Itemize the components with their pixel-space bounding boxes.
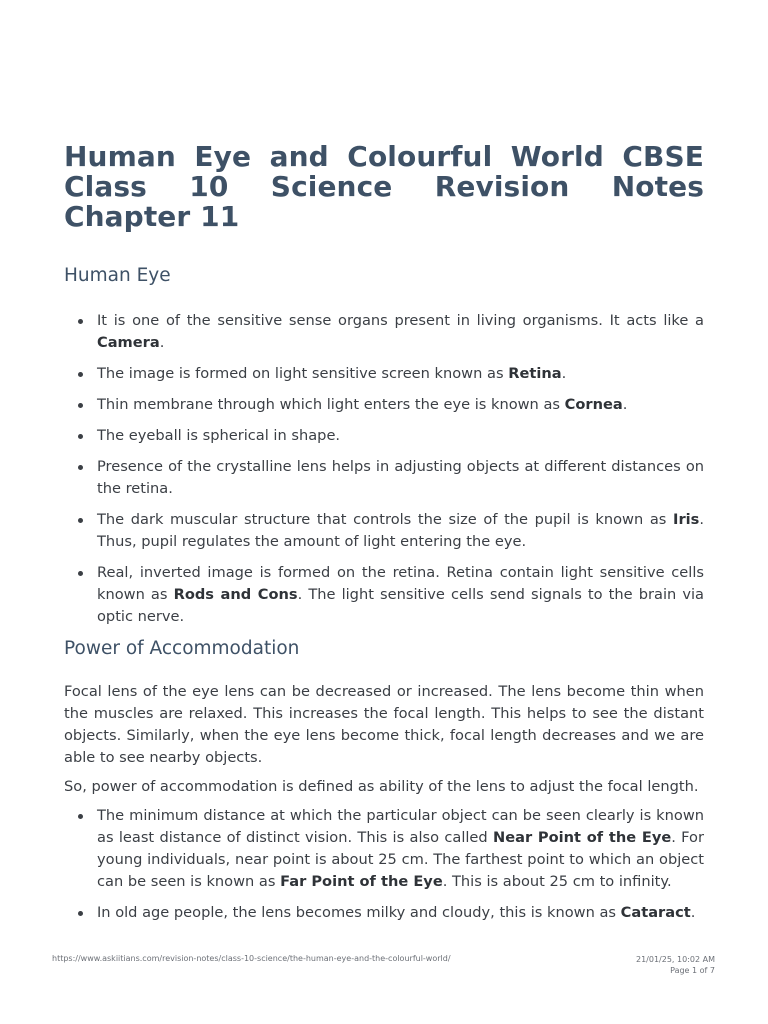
list-item: The eyeball is spherical in shape. — [64, 425, 704, 447]
list-item: The dark muscular structure that controls the size of the pupil is known as Iris. Thus, pupil regulates the amount of light entering the eye. — [64, 509, 704, 553]
footer-url: https://www.askiitians.com/revision-notes/class-10-science/the-human-eye-and-the-colourful-world/ — [52, 954, 451, 963]
list-item: The image is formed on light sensitive screen known as Retina. — [64, 363, 704, 385]
footer-meta — [636, 954, 715, 976]
footer-datetime: 21/01/25, 10:02 AM — [636, 955, 715, 964]
list-item: In old age people, the lens becomes milky and cloudy, this is known as Cataract. — [64, 902, 704, 924]
list-item: Real, inverted image is formed on the retina. Retina contain light sensitive cells known as Rods and Cons. The light sensitive cells send signals to the brain via optic nerve. — [64, 562, 704, 628]
list-item: Thin membrane through which light enters the eye is known as Cornea. — [64, 394, 704, 416]
list-item: It is one of the sensitive sense organs present in living organisms. It acts like a Camera. — [64, 310, 704, 354]
footer-page-number: Page 1 of 7 — [670, 966, 715, 975]
paragraph-definition: So, power of accommodation is defined as ability of the lens to adjust the focal length. — [64, 778, 699, 795]
human-eye-list — [64, 310, 704, 628]
list-item: Presence of the crystalline lens helps in adjusting objects at different distances on the retina. — [64, 456, 704, 500]
section-heading-human-eye: Human Eye — [64, 265, 171, 286]
document-page — [64, 142, 704, 933]
page-title: Human Eye and Colourful World CBSE Class 10 Science Revision Notes Chapter 11 — [64, 140, 704, 233]
power-of-accommodation-list — [64, 805, 704, 924]
paragraph-focal-length: Focal lens of the eye lens can be decreased or increased. The lens become thin when the muscles are relaxed. This increases the focal length. This helps to see the distant objects. Similarly, when the eye lens become thick, focal length decreases and we are able to see nearby objects. — [64, 683, 704, 766]
list-item: The minimum distance at which the particular object can be seen clearly is known as least distance of distinct vision. This is also called Near Point of the Eye. For young individuals, near point is about 25 cm. The farthest point to which an object can be seen is known as Far Point of the Eye. This is about 25 cm to infinity. — [64, 805, 704, 893]
section-heading-power-of-accommodation: Power of Accommodation — [64, 638, 300, 659]
